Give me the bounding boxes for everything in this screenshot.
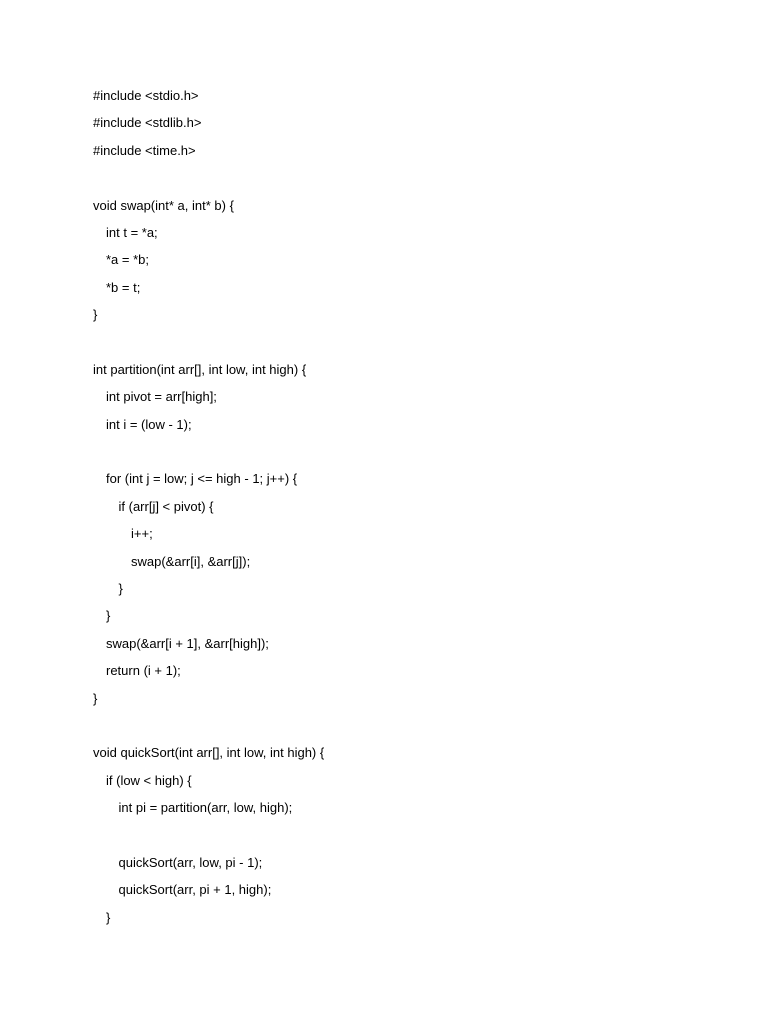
code-line: void swap(int* a, int* b) { <box>93 197 234 213</box>
code-line: if (low < high) { <box>106 772 192 788</box>
code-line: swap(&arr[i + 1], &arr[high]); <box>106 635 269 651</box>
code-line: int t = *a; <box>106 224 158 240</box>
code-line: #include <stdlib.h> <box>93 115 202 131</box>
blank-line <box>93 716 733 743</box>
code-line: } <box>118 581 123 597</box>
blank-line <box>93 333 733 360</box>
code-line: swap(&arr[i], &arr[j]); <box>131 553 251 569</box>
code-line: int i = (low - 1); <box>106 416 192 432</box>
code-line: quickSort(arr, low, pi - 1); <box>118 854 263 870</box>
code-line: *a = *b; <box>106 252 150 268</box>
code-line: int pi = partition(arr, low, high); <box>118 800 293 816</box>
code-block <box>93 86 733 935</box>
blank-line <box>93 168 733 195</box>
code-line: i++; <box>131 526 153 542</box>
code-line: quickSort(arr, pi + 1, high); <box>118 882 272 898</box>
code-line: } <box>93 690 98 706</box>
code-line: void quickSort(int arr[], int low, int high) { <box>93 745 325 761</box>
code-line: } <box>106 909 111 925</box>
code-line: return (i + 1); <box>106 663 181 679</box>
code-line: if (arr[j] < pivot) { <box>118 498 214 514</box>
code-line: *b = t; <box>106 279 141 295</box>
code-line: #include <time.h> <box>93 142 196 158</box>
code-line: #include <stdio.h> <box>93 88 199 103</box>
blank-line <box>93 826 733 853</box>
code-line: int partition(int arr[], int low, int high) { <box>93 361 307 377</box>
code-line: } <box>106 608 111 624</box>
code-line: int pivot = arr[high]; <box>106 389 217 405</box>
code-line: for (int j = low; j <= high - 1; j++) { <box>106 471 298 487</box>
code-line: } <box>93 307 98 323</box>
blank-line <box>93 442 733 469</box>
